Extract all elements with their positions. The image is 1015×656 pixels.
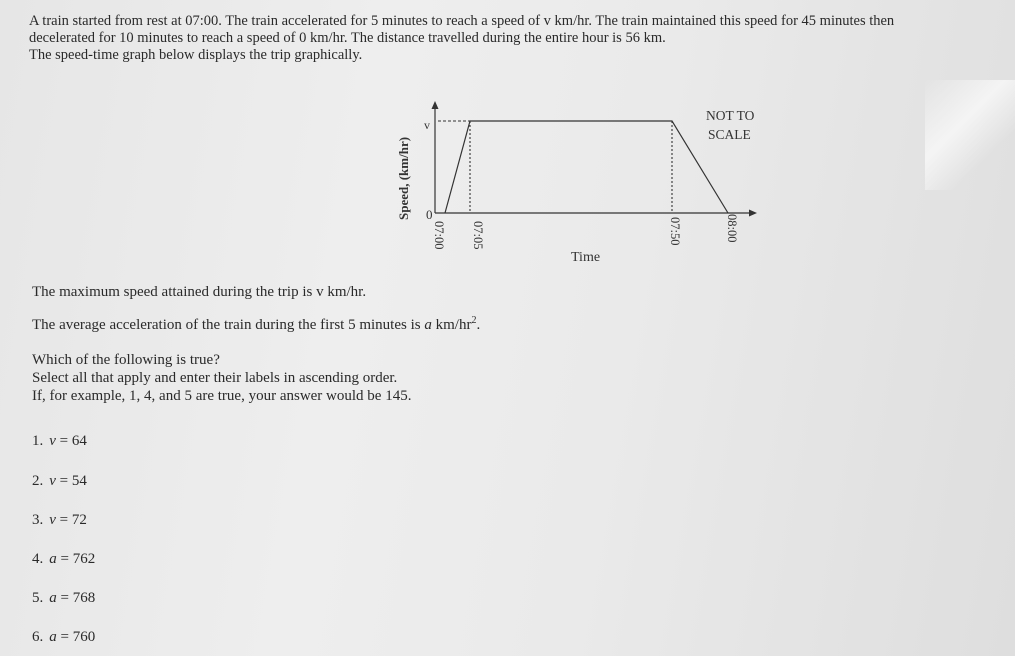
- option-variable: a: [49, 551, 57, 567]
- question-prompt: Which of the following is true?: [32, 352, 220, 368]
- intro-line-2: decelerated for 10 minutes to reach a speed of 0 km/hr. The distance travelled during the entire hour is 56 km.: [29, 30, 666, 46]
- y-axis-label: Speed, (km/hr): [396, 136, 411, 220]
- avg-accel-period: .: [476, 317, 481, 333]
- intro-line-1: A train started from rest at 07:00. The train accelerated for 5 minutes to reach a speed of v km/hr. The train maintained this speed for 45 minutes then: [29, 13, 895, 29]
- option-number: 4.: [32, 551, 44, 567]
- problem-intro: [29, 13, 1014, 64]
- avg-accel-var: a: [424, 317, 432, 333]
- question-instruction: Select all that apply and enter their labels in ascending order.: [32, 370, 398, 386]
- option-number: 1.: [32, 433, 44, 449]
- avg-accel-text: The average acceleration of the train during the first 5 minutes is: [32, 317, 421, 333]
- y-axis-arrow: [432, 101, 439, 109]
- max-speed-statement: The maximum speed attained during the trip is v km/hr.: [32, 284, 367, 300]
- option-value: = 760: [56, 629, 96, 645]
- option-variable: v: [49, 512, 56, 528]
- intro-line-3: The speed-time graph below displays the trip graphically.: [29, 47, 363, 63]
- not-to-scale-line-1: NOT TO: [706, 108, 755, 123]
- option-variable: v: [49, 473, 56, 489]
- answer-option-2[interactable]: [32, 473, 87, 490]
- zero-label: 0: [426, 207, 433, 222]
- tick-label: 07:05: [471, 221, 485, 250]
- speed-curve: [445, 121, 728, 213]
- avg-accel-statement: [32, 315, 480, 334]
- option-variable: a: [49, 629, 57, 645]
- tick-label: 07:50: [668, 217, 682, 246]
- answer-option-5[interactable]: [32, 590, 95, 607]
- option-variable: a: [49, 590, 57, 606]
- x-axis-label: Time: [571, 250, 601, 265]
- not-to-scale-line-2: SCALE: [708, 127, 751, 142]
- answer-option-6[interactable]: [32, 629, 95, 646]
- option-value: = 762: [56, 551, 96, 567]
- v-label: v: [424, 118, 430, 132]
- answer-option-1[interactable]: [32, 433, 87, 450]
- option-value: = 768: [56, 590, 96, 606]
- option-number: 3.: [32, 512, 44, 528]
- answer-option-4[interactable]: [32, 551, 95, 568]
- tick-label: 07:00: [432, 221, 446, 250]
- avg-accel-exponent: 2: [471, 315, 477, 326]
- option-value: = 64: [55, 433, 87, 449]
- tick-label: 08:00: [725, 214, 739, 243]
- answer-option-3[interactable]: [32, 512, 87, 529]
- option-number: 5.: [32, 590, 44, 606]
- photo-glare: [925, 80, 1015, 190]
- avg-accel-unit: km/hr: [435, 317, 472, 333]
- option-number: 2.: [32, 473, 44, 489]
- question-example: If, for example, 1, 4, and 5 are true, your answer would be 145.: [32, 388, 412, 404]
- option-number: 6.: [32, 629, 44, 645]
- x-axis-arrow: [749, 210, 757, 217]
- speed-time-graph: [390, 95, 790, 270]
- option-value: = 72: [55, 512, 87, 528]
- option-value: = 54: [55, 473, 87, 489]
- option-variable: v: [49, 433, 56, 449]
